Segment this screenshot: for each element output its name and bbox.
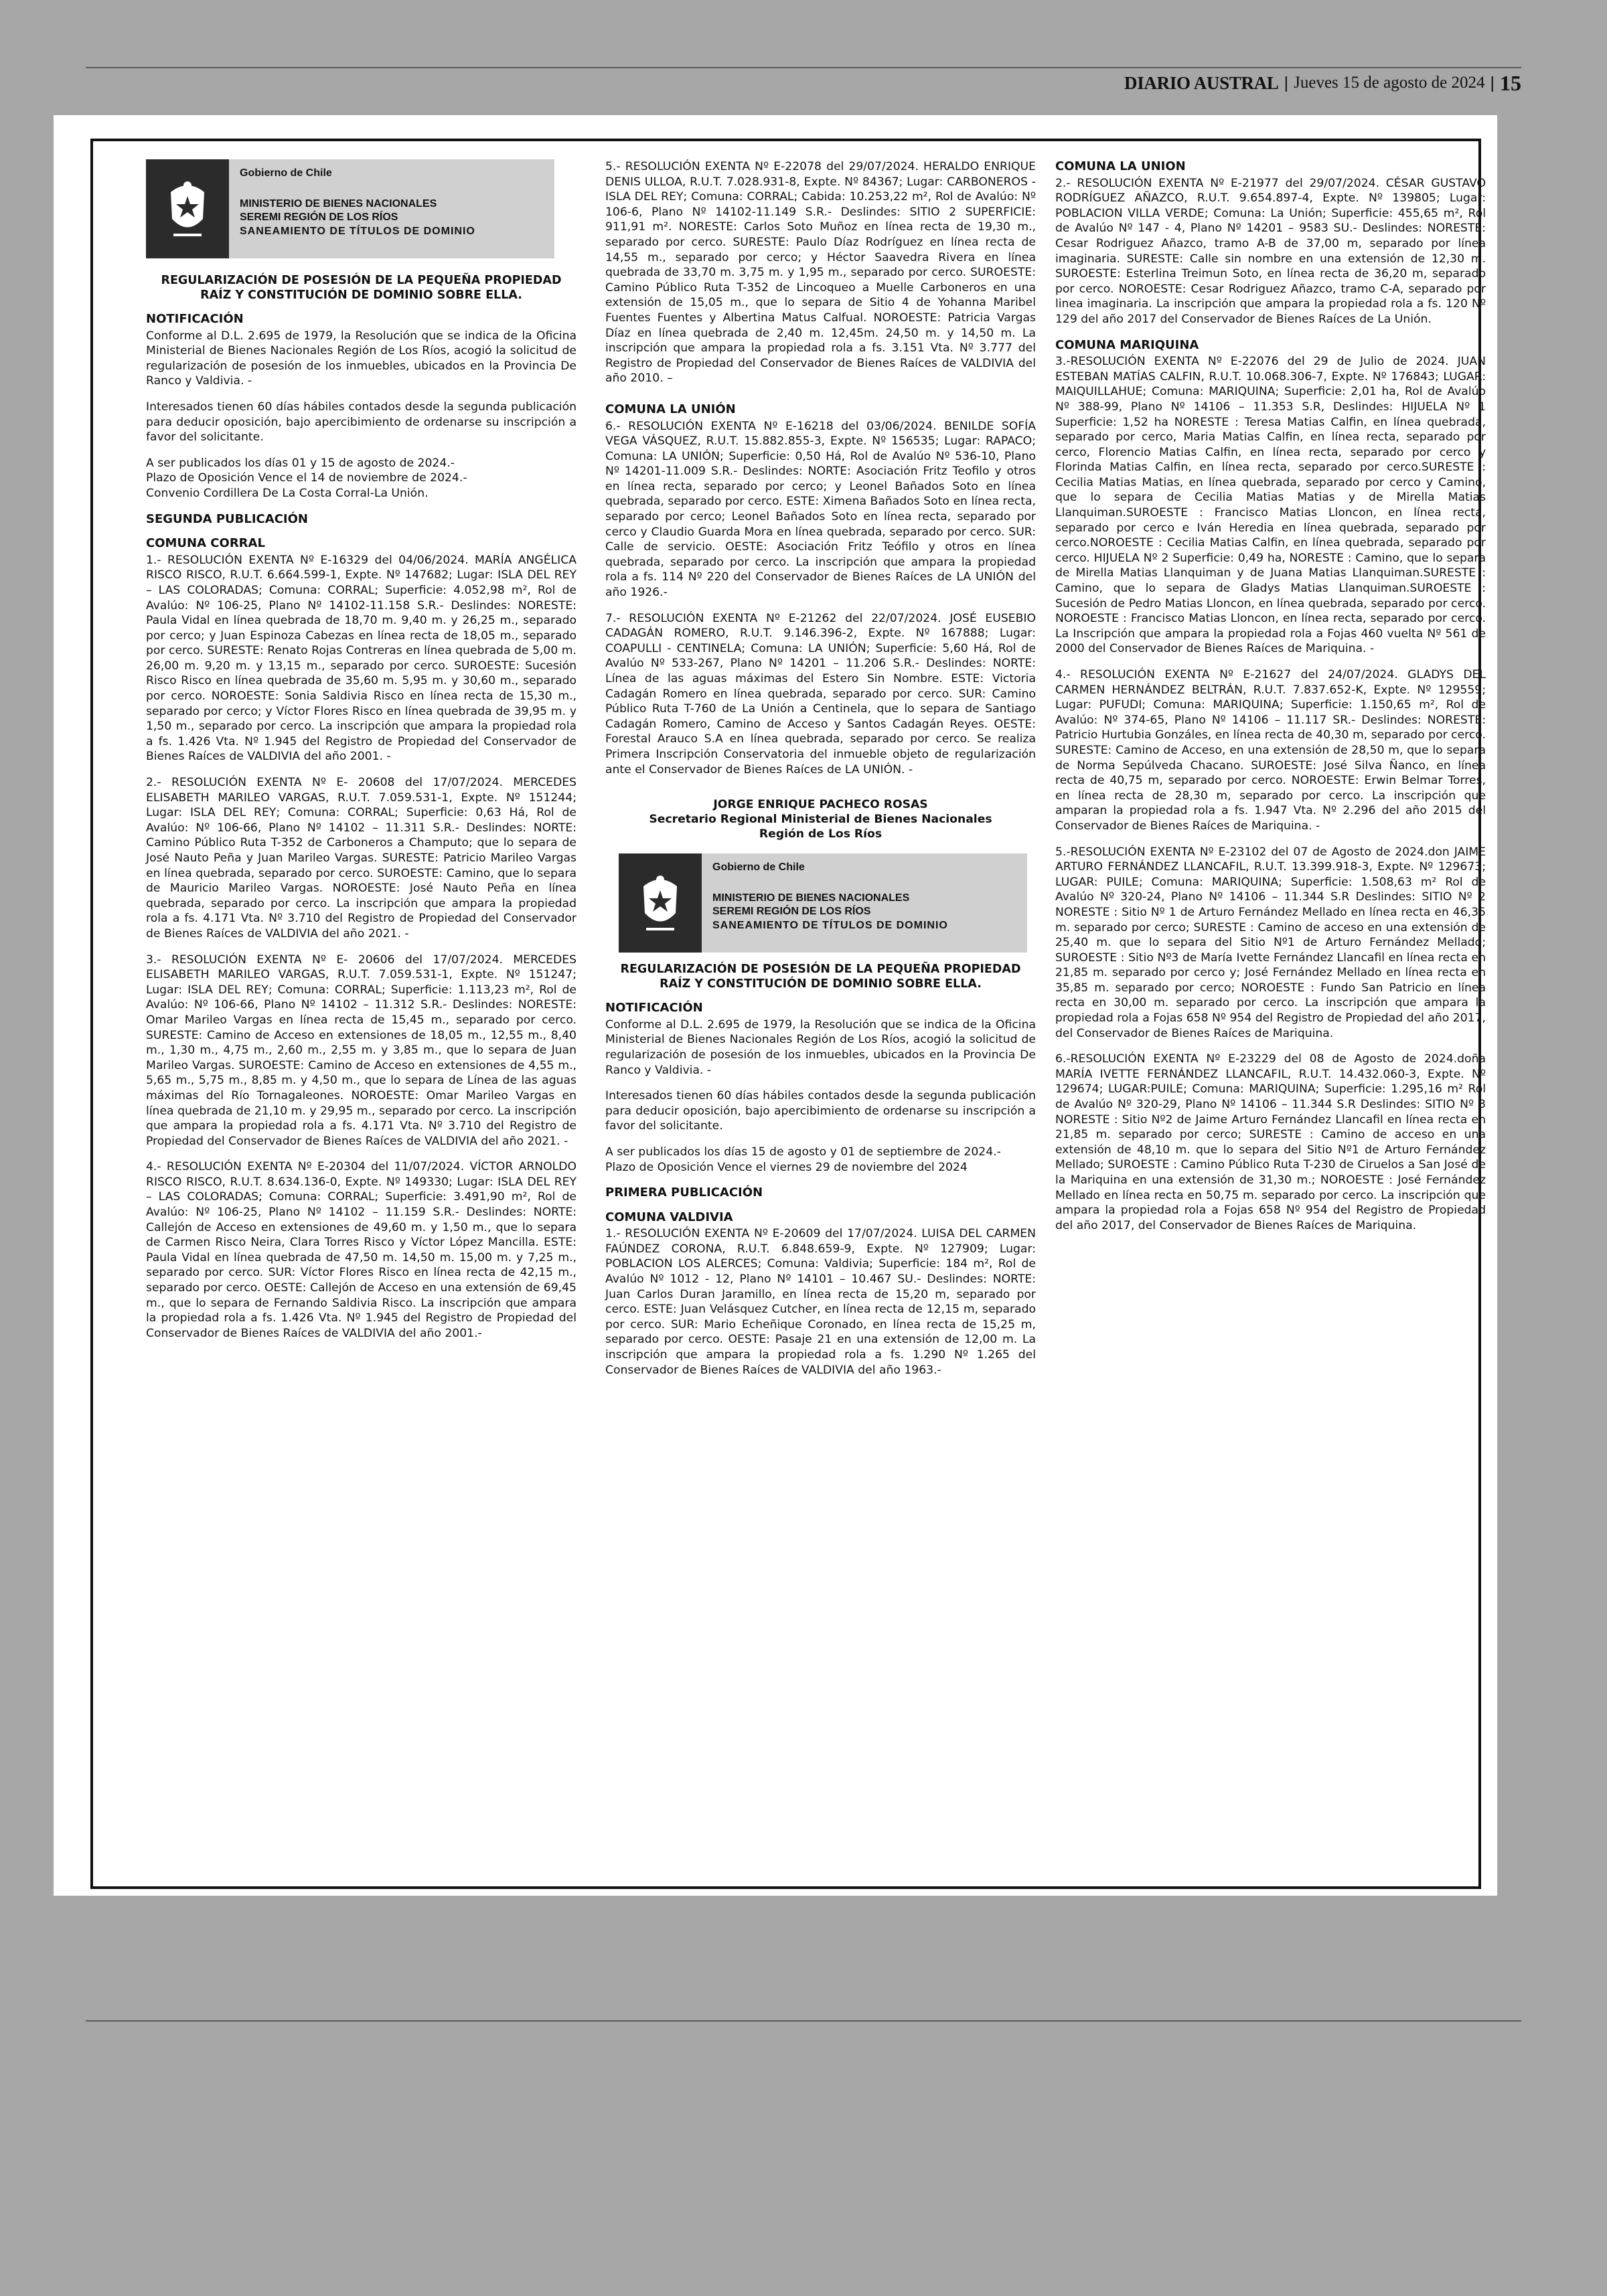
seremi-label: SEREMI REGIÓN DE LOS RÍOS xyxy=(712,905,871,917)
resolution-item: 6.-RESOLUCIÓN EXENTA Nº E-23229 del 08 de Agosto de 2024.doña MARÍA IVETTE FERNÁNDEZ LLANCAFIL, R.U.T. 14.432.060-3, Expte. Nº 129674; LUGAR:PUILE; Comuna: MARIQUINA; Superficie: 1.295,16 m² Rol de Avalúo Nº 320-29, Plano Nº 14106 – 11.344 S.R Deslindes: SITIO Nº 3 NORESTE : Sitio Nº2 de Jaime Arturo Fernández Llancafil en línea recta en 21,85 m. separado por cerco; SURESTE : Camino de acceso en una extensión de 48,10 m. que lo separa del Sitio Nº1 de Arturo Fernández Mellado; SUROESTE : Camino Público Ruta T-230 de Ciruelos a San José de la Mariquina en una extensión de 31,30 m.; NOROESTE : José Fernández Mellado en línea recta en 50,75 m. separado por cerco. La inscripción que ampara la propiedad rola a Fojas 658 Nº 954 del Registro de Propiedad del año 2017, del Conservador de Bienes Raíces de Mariquina. xyxy=(1055,1052,1486,1232)
notice-plazo: Plazo de Oposición Vence el 14 de noviembre de 2024.- xyxy=(146,471,467,485)
masthead xyxy=(1124,70,1521,96)
resolution-item: 1.- RESOLUCIÓN EXENTA Nº E-16329 del 04/06/2024. MARÍA ANGÉLICA RISCO RISCO, R.U.T. 6.664.599-1, Expte. Nº 147682; Lugar: ISLA DEL REY – LAS COLORADAS; Comuna: CORRAL; Superficie: 4.052,98 m², Rol de Avalúo: Nº 106-25, Plano Nº 14102-11.158 S.R.- Deslindes: NORESTE: Paula Vidal en línea quebrada de 18,70 m. 9,40 m. y 26,25 m., separado por cerco; y Juan Espinoza Cabezas en línea recta de 18,05 m., separado por cerco. SURESTE: Renato Rojas Contreras en línea quebrada de 5,00 m. 26,00 m. 9,20 m. y 13,15 m., separado por cerco. SUROESTE: Sucesión Risco Risco en línea quebrada de 35,60 m. 5,95 m. y 30,60 m., separado por cerco. NOROESTE: Sonia Saldivia Risco en línea recta de 15,30 m., separado por cerco; y Víctor Flores Risco en línea quebrada de 39,95 m. y 1,50 m., separado por cerco. La inscripción que ampara la propiedad rola a fs. 1.426 Vta. Nº 1.945 del Registro de Propiedad del Conservador de Bienes Raíces de VALDIVIA del año 2001. - xyxy=(146,553,577,764)
government-header-text xyxy=(229,159,554,258)
government-header xyxy=(146,159,554,258)
notice-intro: Conforme al D.L. 2.695 de 1979, la Resolución que se indica de la Oficina Ministerial de Bienes Nacionales Región de Los Ríos, acogió la solicitud de regularización de posesión de los inmuebles, ubicados en la Provincia De Ranco y Valdivia. - xyxy=(605,1017,1036,1077)
comuna-heading: COMUNA VALDIVIA xyxy=(605,1210,733,1224)
comuna-heading: COMUNA MARIQUINA xyxy=(1055,337,1199,352)
notice-publicados: A ser publicados los días 15 de agosto y 01 de septiembre de 2024.- xyxy=(605,1145,1001,1159)
comuna-heading: COMUNA CORRAL xyxy=(146,536,265,551)
notice-intro: Conforme al D.L. 2.695 de 1979, la Resolución que se indica de la Oficina Ministerial de Bienes Nacionales Región de Los Ríos, acogió la solicitud de regularización de posesión de los inmuebles, ubicados en la Provincia De Ranco y Valdivia. - xyxy=(146,329,577,388)
resolution-item: 2.- RESOLUCIÓN EXENTA Nº E-21977 del 29/07/2024. CÉSAR GUSTAVO RODRÍGUEZ AÑAZCO, R.U.T. 9.654.897-4, Expte. Nº 139805; Lugar: POBLACION VILLA VERDE; Comuna: La Unión; Superficie: 455,65 m², Rol de Avalúo Nº 147 - 4, Plano Nº 14201 – 9583 SU.- Deslindes: NORESTE: Cesar Rodriguez Añazco, tramo A-B de 37,00 m, separado por línea imaginaria. SURESTE: Calle sin nombre en una extensión de 12,30 m. SUROESTE: Esterlina Treimun Soto, en línea recta de 36,20 m, separado por cerco. NOROESTE: Cesar Rodriguez Añazco, tramo C-A, separado por linea imaginaria. La inscripción que ampara la propiedad rola a fs. 120 Nº 129 del año 2017 del Conservador de Bienes Raíces de La Unión. xyxy=(1055,176,1486,326)
notice-convenio: Convenio Cordillera De La Costa Corral-La Unión. xyxy=(146,486,429,500)
resolution-item: 2.- RESOLUCIÓN EXENTA Nº E- 20608 del 17/07/2024. MERCEDES ELISABETH MARILEO VARGAS, R.U.T. 7.059.531-1, Expte. Nº 151244; Lugar: ISLA DEL REY; Comuna: CORRAL; Superficie: 0,63 Há, Rol de Avalúo: Nº 106-66, Plano Nº 14102 – 11.311 S.R.- Deslindes: NORTE: Camino Público Ruta T-352 de Carboneros a Champuto; que lo separa de José Nauto Peña y Juan Marileo Vargas. SURESTE: Patricio Marileo Vargas en línea quebrada, separado por cerco. SUROESTE: Camino, que lo separa de Mauricio Marileo Vargas. NOROESTE: José Nauto Peña en línea quebrada, separado por cerco. La inscripción que ampara la propiedad rola a fs. 4.171 Vta. Nº 3.710 del Registro de Propiedad del Conservador de Bienes Raíces de VALDIVIA del año 2021. - xyxy=(146,776,577,940)
signatory-region: Región de Los Ríos xyxy=(759,827,883,841)
column-3 xyxy=(1055,159,1486,1244)
bottom-rule xyxy=(86,2020,1521,2022)
resolution-item: 3.- RESOLUCIÓN EXENTA Nº E- 20606 del 17/07/2024. MERCEDES ELISABETH MARILEO VARGAS, R.U.T. 7.059.531-1, Expte. Nº 151247; Lugar: ISLA DEL REY; Comuna: CORRAL; Superficie: 1.113,23 m², Rol de Avalúo: Nº 106-66, Plano Nº 14102 – 11.312 S.R.- Deslindes: NORESTE: Omar Marileo Vargas en línea recta de 15,45 m., separado por cerco. SURESTE: Camino de Acceso en extensiones de 18,05 m., 12,55 m., 8,40 m., 1,30 m., 4,75 m., 2,60 m., 2,55 m. y 3,85 m., que lo separa de Juan Marileo Vargas. SUROESTE: Camino de Acceso en extensiones de 4,55 m., 5,65 m., 5,75 m., 8,85 m. y 4,50 m., que lo separa de Línea de las aguas máximas del Río Tornagaleones. NOROESTE: Omar Marileo Vargas en línea quebrada de 21,10 m. y 29,95 m., separado por cerco. La inscripción que ampara la propiedad rola a fs. 4.171 Vta. Nº 3.710 del Registro de Propiedad del Conservador de Bienes Raíces de VALDIVIA del año 2021. - xyxy=(146,953,577,1148)
column-2 xyxy=(605,159,1036,1388)
notice-plazo: Plazo de Oposición Vence el viernes 29 de noviembre del 2024 xyxy=(605,1160,968,1174)
publication-heading: PRIMERA PUBLICACIÓN xyxy=(605,1185,763,1200)
notice-interesados: Interesados tienen 60 días hábiles contados desde la segunda publicación para deducir oposición, bajo apercibimiento de ordenarse su inscripción a favor del solicitante. xyxy=(146,400,577,444)
resolution-item: 7.- RESOLUCIÓN EXENTA Nº E-21262 del 22/07/2024. JOSÉ EUSEBIO CADAGÁN ROMERO, R.U.T. 9.146.396-2, Expte. Nº 167888; Lugar: COAPULLI - CENTINELA; Comuna: LA UNIÓN; Superficie: 5,60 Há, Rol de Avalúo Nº 533-267, Plano Nº 14201 – 11.206 S.R.- Deslindes: NORTE: Línea de las aguas máximas del Estero Sin Nombre. ESTE: Victoria Cadagán Romero en línea quebrada, separado por cerco. SUR: Camino Público Ruta T-760 de La Unión a Centinela, que lo separa de Santiago Cadagán Romero, Camino de Acceso y Santos Cadagán Reyes. OESTE: Forestal Arauco S.A en línea quebrada, separado por cerco. Se realiza Primera Inscripción Conservatoria del inmueble objeto de regularización ante el Conservador de Bienes Raíces de LA UNIÓN. - xyxy=(605,611,1036,776)
chile-government-logo xyxy=(619,853,702,953)
column-1 xyxy=(146,159,577,1351)
notificacion-heading: NOTIFICACIÓN xyxy=(605,1001,703,1015)
saneamiento-label: SANEAMIENTO DE TÍTULOS DE DOMINIO xyxy=(712,919,948,931)
resolution-item: 4.- RESOLUCIÓN EXENTA Nº E-21627 del 24/07/2024. GLADYS DEL CARMEN HERNÁNDEZ BELTRÁN, R.U.T. 7.837.652-K, Expte. Nº 129559; Lugar: PUFUDI; Comuna: MARIQUINA; Superficie: 1.150,65 m², Rol de Avalúo: Nº 374-65, Plano Nº 14106 – 11.117 SR.- Deslindes: NORESTE: Patricio Hurtubia Gonzáles, en línea recta de 40,30 m, separado por cerco. SURESTE: Camino de Acceso, en una extensión de 28,50 m, que lo separa de Norma Sepúlveda Chacano. SUROESTE: José Silva Ñanco, en línea recta de 40,75 m, separado por cerco. NOROESTE: Erwin Belmar Torres, en línea recta de 28,30 m, separado por cerco. La inscripción que amparan la propiedad rola a fs. 1.947 Vta. Nº 2.296 del año 2015 del Conservador de Bienes Raíces de Mariquina. - xyxy=(1055,668,1486,833)
signatory-name: JORGE ENRIQUE PACHECO ROSAS xyxy=(713,798,928,812)
notice-publicados: A ser publicados los días 01 y 15 de agosto de 2024.- xyxy=(146,456,455,470)
chile-coat-of-arms-icon xyxy=(164,172,211,246)
ministry-label: MINISTERIO DE BIENES NACIONALES xyxy=(712,892,910,904)
chile-government-logo xyxy=(146,159,229,258)
issue-date: Jueves 15 de agosto de 2024 xyxy=(1294,74,1485,92)
comuna-heading: COMUNA LA UNIÓN xyxy=(605,402,736,416)
resolution-item: 5.- RESOLUCIÓN EXENTA Nº E-22078 del 29/07/2024. HERALDO ENRIQUE DENIS ULLOA, R.U.T. 7.028.931-8, Expte. Nº 84367; Lugar: CARBONEROS - ISLA DEL REY; Comuna: CORRAL; Cabida: 10.253,22 m², Rol de Avalúo: Nº 106-6, Plano Nº 14102-11.149 S.R.- Deslindes: SITIO 2 SUPERFICIE: 911,91 m². NORESTE: Carlos Soto Muñoz en línea recta de 19,30 m., separado por cerco. SURESTE: Paulo Díaz Rodríguez en línea recta de 14,55 m., separado por cerco; y Héctor Saavedra Rivera en línea quebrada de 33,70 m. 3,75 m. y 1,95 m., separado por cerco. SUROESTE: Camino Público Ruta T-352 de Lincoqueo a Muelle Carboneros en una extensión de 15,05 m., que lo separa de Sitio 4 de Yohanna Maribel Fuentes Fuentes y Albertina Matus Calfual. NOROESTE: Patricia Vargas Díaz en línea quebrada de 2,40 m. 12,45m. 24,50 m. y 14,50 m. La inscripción que ampara la propiedad rola a fs. 3.151 Vta. Nº 3.777 del Registro de Propiedad del Conservador de Bienes Raíces de VALDIVIA del año 2010. – xyxy=(605,160,1036,386)
resolution-item: 5.-RESOLUCIÓN EXENTA Nº E-23102 del 07 de Agosto de 2024.don JAIME ARTURO FERNÁNDEZ LLANCAFIL, R.U.T. 13.399.918-3, Expte. Nº 129673; LUGAR: PUILE; Comuna: MARIQUINA; Superficie: 1.508,63 m² Rol de Avalúo Nº 320-24, Plano Nº 14106 – 11.344 S.R Deslindes: SITIO Nº 2 NORESTE : Sitio Nº 1 de Arturo Fernández Mellado en línea recta en 46,35 m. separado por cerco; SURESTE : Camino de acceso en una extensión de 25,40 m. que lo separa del Sitio Nº1 de Arturo Fernández Mellado; SUROESTE : Sitio Nº3 de María Ivette Fernández Llancafil en línea recta en 21,85 m. separado por cerco y; José Fernández Mellado en línea recta en 35,85 m. separado por cerco; NOROESTE : Fundo San Patricio en línea recta en 30,00 m. separado por cerco. La inscripción que ampara la propiedad rola a Fojas 658 Nº 954 del Registro de Propiedad del año 2017, del Conservador de Bienes Raíces de Mariquina. xyxy=(1055,845,1486,1040)
resolution-item: 1.- RESOLUCIÓN EXENTA Nº E-20609 del 17/07/2024. LUISA DEL CARMEN FAÚNDEZ CORONA, R.U.T. 6.848.659-9, Expte. Nº 127909; Lugar: POBLACION LOS ALERCES; Comuna: Valdivia; Superficie: 184 m², Rol de Avalúo Nº 1012 - 12, Plano Nº 14101 – 10.467 SU.- Deslindes: NORTE: Juan Carlos Duran Jaramillo, en línea recta de 15,20 m, separado por cerco. ESTE: Juan Velásquez Cutcher, en línea recta de 12,15 m, separado por cerco. SUR: Mario Echeñique Coronado, en línea recta de 15,25 m, separado por cerco. OESTE: Pasaje 21 en una extensión de 12,00 m. La inscripción que ampara la propiedad rola a fs. 1.290 Nº 1.265 del Conservador de Bienes Raíces de VALDIVIA del año 1963.- xyxy=(605,1227,1036,1377)
notice-title: REGULARIZACIÓN DE POSESIÓN DE LA PEQUEÑA PROPIEDAD RAÍZ Y CONSTITUCIÓN DE DOMINIO SOBRE ELLA. xyxy=(161,274,562,302)
notice-interesados: Interesados tienen 60 días hábiles contados desde la segunda publicación para deducir oposición, bajo apercibimiento de ordenarse su inscripción a favor del solicitante. xyxy=(605,1089,1036,1133)
chile-coat-of-arms-icon xyxy=(637,866,684,940)
top-rule xyxy=(86,67,1521,68)
signatory-role: Secretario Regional Ministerial de Bienes Nacionales xyxy=(649,813,992,827)
seremi-label: SEREMI REGIÓN DE LOS RÍOS xyxy=(240,211,398,223)
notice-title: REGULARIZACIÓN DE POSESIÓN DE LA PEQUEÑA PROPIEDAD RAÍZ Y CONSTITUCIÓN DE DOMINIO SOBRE ELLA. xyxy=(620,963,1021,991)
gobierno-label: Gobierno de Chile xyxy=(240,167,332,179)
saneamiento-label: SANEAMIENTO DE TÍTULOS DE DOMINIO xyxy=(240,225,475,237)
notificacion-heading: NOTIFICACIÓN xyxy=(146,312,244,326)
government-header-text xyxy=(702,853,1027,953)
masthead-separator: | xyxy=(1284,73,1289,92)
resolution-item: 3.-RESOLUCIÓN EXENTA Nº E-22076 del 29 de Julio de 2024. JUAN ESTEBAN MATÍAS CALFIN, R.U.T. 10.068.306-7, Expte. Nº 176843; LUGAR: MAIQUILLAHUE; Comuna: MARIQUINA; Superficie: 2,01 ha, Rol de Avalúo Nº 388-99, Plano Nº 14106 – 11.353 S.R, Deslindes: HIJUELA Nº 1 Superficie: 1,52 ha NORESTE : Teresa Matias Calfin, en línea quebrada, separado por cerco, Maria Matias Calfin, en línea recta, separado por cerco, Florencio Matias Calfin, en línea recta, separado por cerco y Florinda Matias Calfin, en línea recta, separado por cerco.SURESTE : Cecilia Matias Matias, en línea quebrada, separado por cerco y Camino, que lo separa de Cecilia Matias Matias y de Mirella Matias Llanquiman.SUROESTE : Francisco Matias Lloncon, en línea recta, separado por cerco e Iván Heredia en línea quebrada, separado por cerco.NOROESTE : Cecilia Matias Calfin, en línea quebrada, separado por cerco. HIJUELA Nº 2 Superficie: 0,49 ha, NORESTE : Camino, que lo separa de Mirella Matias Llanquiman y de Juana Matias Llanquiman.SURESTE : Camino, que lo separa de Gladys Matias Llanquiman.SUROESTE : Sucesión de Pedro Matias Lloncon, en línea quebrada, separado por cerco. NOROESTE : Francisco Matias Lloncon, en línea recta, separado por cerco. La Inscripción que ampara la propiedad rola a Fojas 460 vuelta Nº 561 de 2000 del Conservador de Bienes Raíces de Mariquina. - xyxy=(1055,355,1486,656)
newspaper-name: DIARIO AUSTRAL xyxy=(1124,72,1279,93)
comuna-heading: COMUNA LA UNION xyxy=(1055,159,1186,173)
page-number: 15 xyxy=(1500,70,1521,95)
publication-heading: SEGUNDA PUBLICACIÓN xyxy=(146,511,308,526)
government-header xyxy=(619,853,1027,953)
signature-block xyxy=(605,797,1036,841)
gobierno-label: Gobierno de Chile xyxy=(712,862,805,874)
resolution-item: 4.- RESOLUCIÓN EXENTA Nº E-20304 del 11/07/2024. VÍCTOR ARNOLDO RISCO RISCO, R.U.T. 8.634.136-0, Expte. Nº 149330; Lugar: ISLA DEL REY – LAS COLORADAS; Comuna: CORRAL; Superficie: 3.491,90 m², Rol de Avalúo: Nº 106-25, Plano Nº 14102 – 11.159 S.R.- Deslindes: NORTE: Callejón de Acceso en extensiones de 49,60 m. y 1,50 m., que lo separa de Carmen Risco Neira, Clara Torres Risco y Víctor López Mancilla. ESTE: Paula Vidal en línea quebrada de 47,50 m. 14,50 m. 15,00 m. y 7,25 m., separado por cerco. SUR: Víctor Flores Risco en línea recta de 42,15 m., separado por cerco. OESTE: Callejón de Acceso en una extensión de 69,45 m., que lo separa de Fernando Saldivia Risco. La inscripción que ampara la propiedad rola a fs. 1.426 Vta. Nº 1.945 del Registro de Propiedad del Conservador de Bienes Raíces de VALDIVIA del año 2001.- xyxy=(146,1160,577,1340)
resolution-item: 6.- RESOLUCIÓN EXENTA Nº E-16218 del 03/06/2024. BENILDE SOFÍA VEGA VÁSQUEZ, R.U.T. 15.882.855-3, Expte. Nº 156535; Lugar: RAPACO; Comuna: LA UNIÓN; Superficie: 0,50 Há, Rol de Avalúo Nº 536-10, Plano Nº 14201-11.009 S.R.- Deslindes: NORTE: Asociación Fritz Teofilo y otros en línea recta, separado por cerco; y Leonel Bañados Soto en línea quebrada, separado por cerco. ESTE: Ximena Bañados Soto en línea recta, separado por cerco; Leonel Bañados Soto en línea recta, separado por cerco y Claudio Guarda Mora en línea quebrada, separado por cerco. SUR: Calle de servicio. OESTE: Asociación Fritz Teófilo y otros en línea quebrada, separado por cerco. La inscripción que ampara la propiedad rola a fs. 114 Nº 220 del Conservador de Bienes Raíces de LA UNIÓN del año 1926.- xyxy=(605,419,1036,600)
ministry-label: MINISTERIO DE BIENES NACIONALES xyxy=(240,197,437,210)
masthead-separator: | xyxy=(1490,73,1495,92)
